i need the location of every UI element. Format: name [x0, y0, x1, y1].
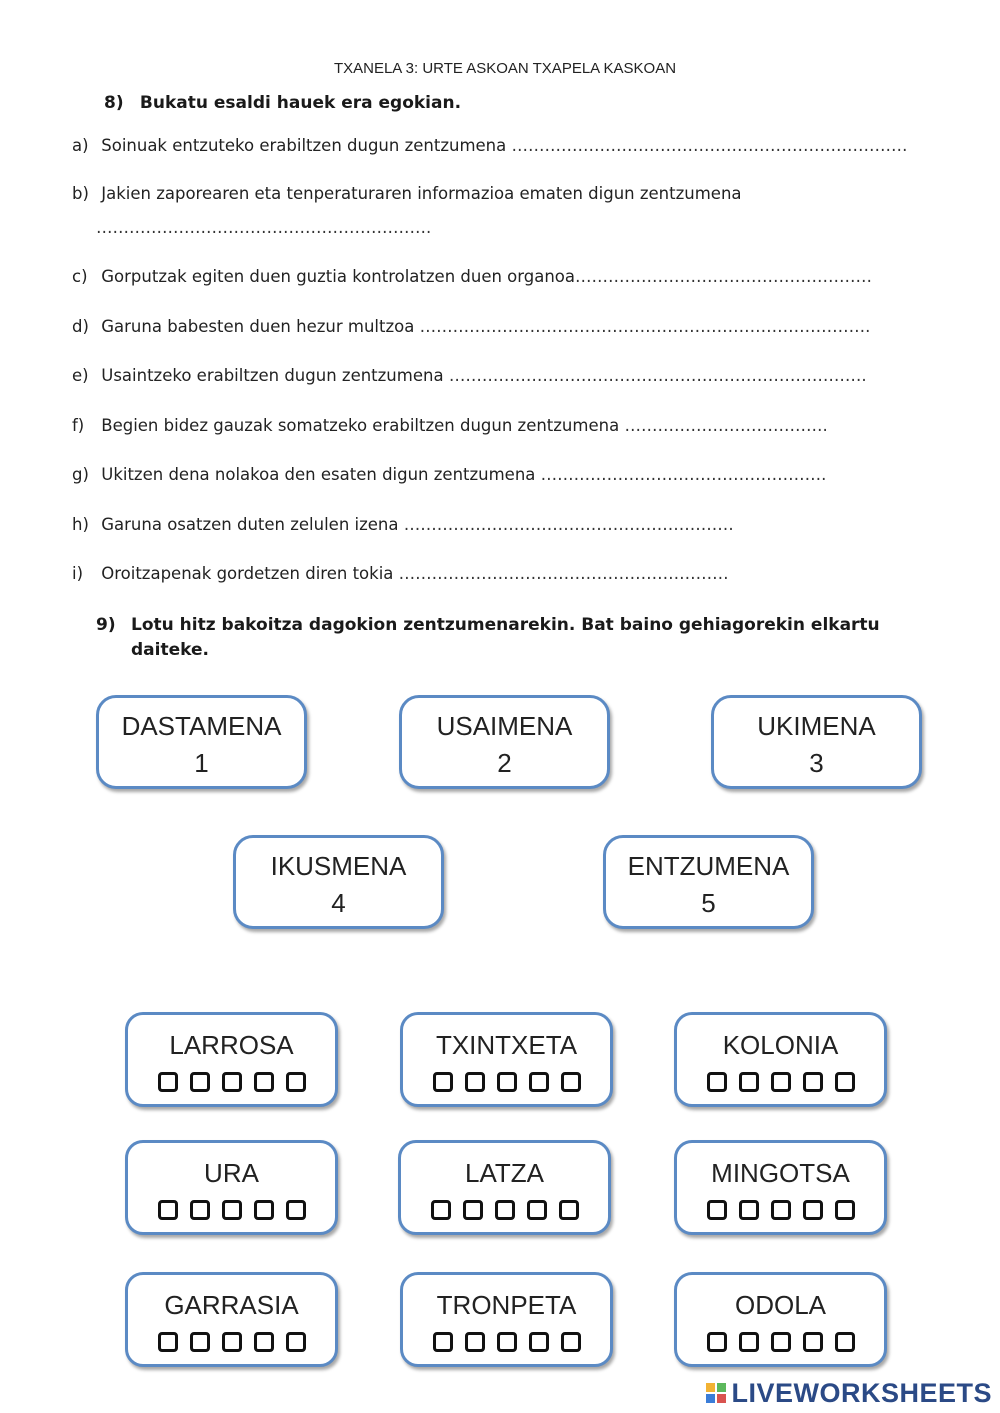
checkbox[interactable] [158, 1332, 178, 1352]
checkbox-group [403, 1072, 610, 1092]
sense-box-entzumena [603, 835, 814, 929]
sense-number: 3 [809, 748, 824, 778]
word-label: KOLONIA [722, 1030, 839, 1060]
checkbox[interactable] [465, 1072, 485, 1092]
sentence-label: c) [72, 267, 88, 286]
checkbox[interactable] [803, 1332, 823, 1352]
liveworksheets-logo-icon [705, 1382, 727, 1404]
checkbox-group [128, 1332, 335, 1352]
word-box-garrasia [125, 1272, 338, 1367]
sentence-label: g) [72, 465, 89, 484]
checkbox[interactable] [286, 1072, 306, 1092]
checkbox[interactable] [527, 1200, 547, 1220]
word-label: LARROSA [169, 1030, 294, 1060]
word-box-ura [125, 1140, 338, 1235]
sentence-d [72, 317, 870, 336]
sense-number: 1 [194, 748, 209, 778]
checkbox[interactable] [190, 1200, 210, 1220]
sentence-text: Garuna osatzen duten zelulen izena [101, 515, 399, 534]
checkbox[interactable] [254, 1200, 274, 1220]
sentence-label: f) [72, 416, 85, 435]
checkbox[interactable] [771, 1072, 791, 1092]
checkbox[interactable] [707, 1200, 727, 1220]
word-box-mingotsa [674, 1140, 887, 1235]
word-box-odola [674, 1272, 887, 1367]
word-box-kolonia [674, 1012, 887, 1107]
word-label: TXINTXETA [435, 1030, 578, 1060]
sentence-label: h) [72, 515, 89, 534]
sense-number: 4 [331, 888, 346, 918]
sense-box-dastamena [96, 695, 307, 789]
checkbox[interactable] [190, 1332, 210, 1352]
sentence-b-blank-line [96, 218, 431, 237]
word-box-larrosa [125, 1012, 338, 1107]
word-box-latza [398, 1140, 611, 1235]
checkbox-group [128, 1200, 335, 1220]
checkbox[interactable] [433, 1332, 453, 1352]
sentence-text: Usaintzeko erabiltzen dugun zentzumena [101, 366, 444, 385]
sentence-h [72, 515, 734, 534]
checkbox[interactable] [465, 1332, 485, 1352]
answer-blank[interactable]: ……………………………………………………………… [511, 136, 908, 155]
checkbox[interactable] [771, 1332, 791, 1352]
sense-name: DASTAMENA [121, 711, 282, 741]
word-box-txintxeta [400, 1012, 613, 1107]
checkbox-group [128, 1072, 335, 1092]
checkbox-group [677, 1200, 884, 1220]
checkbox[interactable] [286, 1200, 306, 1220]
word-label: TRONPETA [436, 1290, 577, 1320]
checkbox[interactable] [431, 1200, 451, 1220]
sentence-f [72, 416, 828, 435]
sense-box-ikusmena [233, 835, 444, 929]
answer-blank[interactable]: ……………………………………………………. [96, 218, 432, 237]
answer-blank[interactable]: ………………………………. [624, 416, 828, 435]
checkbox[interactable] [561, 1072, 581, 1092]
question-9-number: 9) [96, 615, 116, 635]
logo-text: LIVEWORKSHEETS [731, 1378, 992, 1408]
word-label: GARRASIA [164, 1290, 299, 1320]
sense-name: USAIMENA [436, 711, 573, 741]
word-label: LATZA [465, 1158, 544, 1188]
sentence-label: i) [72, 564, 84, 583]
sense-name: ENTZUMENA [627, 851, 790, 881]
checkbox[interactable] [463, 1200, 483, 1220]
answer-blank[interactable]: …………………………………………………… [398, 564, 729, 583]
checkbox[interactable] [222, 1200, 242, 1220]
sentence-text: Oroitzapenak gordetzen diren tokia [101, 564, 394, 583]
checkbox[interactable] [529, 1332, 549, 1352]
checkbox[interactable] [254, 1072, 274, 1092]
sentence-i [72, 564, 729, 583]
answer-blank[interactable]: …………………………………………………………………. [448, 366, 867, 385]
sentence-label: e) [72, 366, 89, 385]
sentence-text: Gorputzak egiten duen guztia kontrolatzen duen organoa [101, 267, 576, 286]
sense-name: UKIMENA [757, 711, 876, 741]
checkbox-group [401, 1200, 608, 1220]
checkbox[interactable] [803, 1072, 823, 1092]
checkbox[interactable] [803, 1200, 823, 1220]
checkbox[interactable] [158, 1200, 178, 1220]
checkbox[interactable] [561, 1332, 581, 1352]
checkbox[interactable] [835, 1200, 855, 1220]
sentence-text: Ukitzen dena nolakoa den esaten digun zentzumena [101, 465, 536, 484]
liveworksheets-logo [705, 1378, 992, 1409]
checkbox[interactable] [835, 1332, 855, 1352]
checkbox[interactable] [739, 1072, 759, 1092]
sense-box-usaimena [399, 695, 610, 789]
checkbox-group [403, 1332, 610, 1352]
answer-blank[interactable]: ……………………………………………… [575, 267, 873, 286]
checkbox[interactable] [739, 1200, 759, 1220]
checkbox[interactable] [190, 1072, 210, 1092]
sentence-text: Jakien zaporearen eta tenperaturaren informazioa ematen digun zentzumena [101, 184, 742, 203]
sentence-e [72, 366, 867, 385]
checkbox[interactable] [497, 1332, 517, 1352]
checkbox[interactable] [497, 1072, 517, 1092]
word-label: MINGOTSA [711, 1158, 850, 1188]
checkbox-group [677, 1072, 884, 1092]
answer-blank[interactable]: ………………………………………………………………………. [419, 317, 871, 336]
sense-number: 2 [497, 748, 512, 778]
checkbox[interactable] [254, 1332, 274, 1352]
question-9-text: Lotu hitz bakoitza dagokion zentzumenarekin. Bat baino gehiagorekin elkartu daiteke. [131, 615, 880, 660]
sentence-a [72, 136, 908, 155]
word-box-tronpeta [400, 1272, 613, 1367]
checkbox[interactable] [495, 1200, 515, 1220]
question-8-number: 8) [104, 93, 124, 113]
checkbox[interactable] [739, 1332, 759, 1352]
sentence-b [72, 184, 742, 203]
checkbox[interactable] [559, 1200, 579, 1220]
worksheet-header: TXANELA 3: URTE ASKOAN TXAPELA KASKOAN [333, 60, 677, 77]
question-8-title [104, 93, 461, 113]
checkbox[interactable] [222, 1332, 242, 1352]
checkbox[interactable] [707, 1072, 727, 1092]
sentence-label: d) [72, 317, 89, 336]
answer-blank[interactable]: …………………………………………………… [403, 515, 734, 534]
sense-name: IKUSMENA [270, 851, 407, 881]
sentence-text: Soinuak entzuteko erabiltzen dugun zentzumena [101, 136, 507, 155]
sense-box-ukimena [711, 695, 922, 789]
word-label: ODOLA [734, 1290, 827, 1320]
sentence-label: b) [72, 184, 89, 203]
checkbox-group [677, 1332, 884, 1352]
sense-number: 5 [701, 888, 716, 918]
checkbox[interactable] [529, 1072, 549, 1092]
checkbox[interactable] [707, 1332, 727, 1352]
sentence-text: Begien bidez gauzak somatzeko erabiltzen dugun zentzumena [101, 416, 620, 435]
sentence-c [72, 267, 872, 286]
sentence-label: a) [72, 136, 89, 155]
question-9-title [96, 613, 956, 663]
sentence-text: Garuna babesten duen hezur multzoa [101, 317, 415, 336]
checkbox[interactable] [835, 1072, 855, 1092]
checkbox[interactable] [158, 1072, 178, 1092]
answer-blank[interactable]: ……………………………………………. [540, 465, 827, 484]
checkbox[interactable] [771, 1200, 791, 1220]
word-label: URA [204, 1158, 259, 1188]
checkbox[interactable] [433, 1072, 453, 1092]
checkbox[interactable] [286, 1332, 306, 1352]
question-8-text: Bukatu esaldi hauek era egokian. [139, 93, 462, 113]
sentence-g [72, 465, 826, 484]
checkbox[interactable] [222, 1072, 242, 1092]
